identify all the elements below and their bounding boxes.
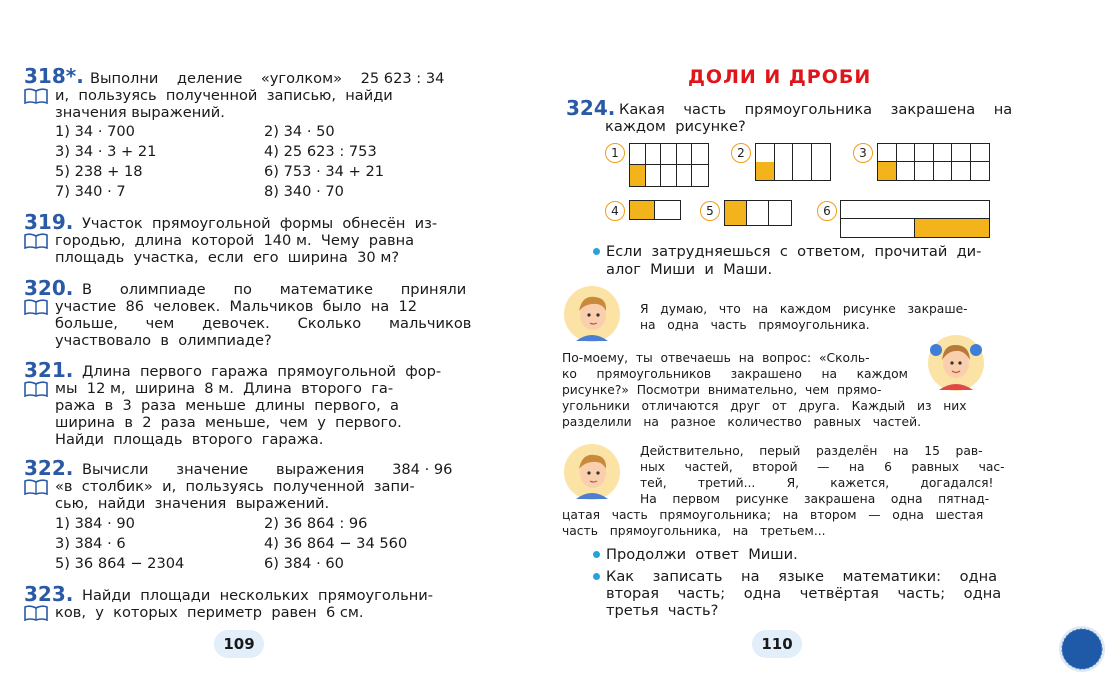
nav-circle-icon[interactable] (1058, 625, 1106, 673)
task-number-320: 320. (24, 276, 74, 300)
figure-label: 3 (853, 143, 873, 163)
hint-line: Если затрудняешься с ответом, прочитай ди- (606, 243, 982, 260)
cell (646, 144, 662, 165)
task-321-line: мы 12 м, ширина 8 м. Длина второго га- (55, 380, 394, 397)
figure-3 (877, 143, 990, 181)
dialog-misha-2: ных частей, второй — на 6 равных час- (640, 460, 1005, 474)
book-icon (24, 88, 48, 104)
book-icon (24, 233, 48, 249)
bullet-text: Как записать на языке математики: одна (606, 568, 998, 585)
shaded-cell (915, 219, 989, 237)
cell (841, 219, 915, 237)
bullet-text: третья часть? (606, 602, 719, 619)
task-318-item: 6) 753 · 34 + 21 (264, 163, 385, 180)
task-320-line: участие 86 человек. Мальчиков было на 12 (55, 298, 418, 315)
book-icon (24, 381, 48, 397)
task-318-item: 7) 340 · 7 (55, 183, 126, 200)
cell (661, 165, 677, 186)
task-322-line: «в столбик» и, пользуясь полученной запи- (55, 478, 415, 495)
cell (655, 201, 680, 219)
task-323-line: Найди площади нескольких прямоугольни- (82, 587, 433, 604)
shaded-cell (878, 162, 897, 180)
bullet (593, 248, 600, 255)
figure-label: 6 (817, 201, 837, 221)
hint-line: алог Миши и Маши. (606, 261, 773, 278)
figure-5 (724, 200, 792, 226)
cell (934, 162, 953, 180)
shaded-cell (630, 201, 655, 219)
cell (812, 144, 831, 180)
girl-avatar (926, 334, 986, 392)
task-322-item: 6) 384 · 60 (264, 555, 344, 572)
task-number-321: 321. (24, 358, 74, 382)
cell (630, 144, 646, 165)
task-319-line: Участок прямоугольной формы обнесён из- (82, 215, 438, 232)
task-322-line: Вычисли значение выражения 384 · 96 (82, 461, 453, 478)
cell (952, 162, 971, 180)
task-322-item: 3) 384 · 6 (55, 535, 126, 552)
task-318-item: 1) 34 · 700 (55, 123, 135, 140)
book-icon (24, 299, 48, 315)
figure-label: 5 (700, 201, 720, 221)
task-319-line: городью, длина которой 140 м. Чему равна (55, 232, 415, 249)
task-320-line: участвовало в олимпиаде? (55, 332, 272, 349)
dialog-masha: разделили на разное количество равных частей. (562, 415, 921, 429)
task-321-line: ража в 3 раза меньше длины первого, а (55, 397, 399, 414)
page-number: 109 (214, 630, 264, 658)
task-318-line: значения выражений. (55, 104, 225, 121)
dialog-masha: По-моему, ты отвечаешь на вопрос: «Сколь- (562, 351, 870, 365)
bullet (593, 573, 600, 580)
dialog-misha-2: тей, третий... Я, кажется, догадался! (640, 476, 994, 490)
task-322-item: 5) 36 864 − 2304 (55, 555, 185, 572)
cell (677, 144, 693, 165)
figure-2 (755, 143, 831, 181)
task-321-line: Длина первого гаража прямоугольной фор- (82, 363, 442, 380)
task-number-318: 318*. (24, 64, 84, 88)
cell (692, 144, 708, 165)
shaded-cell (630, 165, 646, 186)
dialog-misha-2: часть прямоугольника, на третьем... (562, 524, 826, 538)
task-318-line: Выполни деление «уголком» 25 623 : 34 (90, 70, 445, 87)
dialog-misha-1: Я думаю, что на каждом рисунке закраше- (640, 302, 968, 316)
cell (793, 144, 812, 180)
task-318-item: 5) 238 + 18 (55, 163, 143, 180)
task-322-item: 2) 36 864 : 96 (264, 515, 368, 532)
cell (952, 144, 971, 162)
dialog-masha: рисунке?» Посмотри внимательно, чем прямо- (562, 383, 882, 397)
figure-label: 4 (605, 201, 625, 221)
dialog-misha-2: На первом рисунке закрашена одна пятнад- (640, 492, 990, 506)
task-number-324: 324. (566, 96, 616, 120)
cell (878, 144, 897, 162)
bullet-text: Продолжи ответ Миши. (606, 546, 798, 563)
cell (661, 144, 677, 165)
task-318-item: 4) 25 623 : 753 (264, 143, 377, 160)
bullet (593, 551, 600, 558)
task-322-item: 1) 384 · 90 (55, 515, 135, 532)
cell (677, 165, 693, 186)
task-318-item: 3) 34 · 3 + 21 (55, 143, 157, 160)
task-318-line: и, пользуясь полученной записью, найди (55, 87, 393, 104)
task-321-line: Найди площадь второго гаража. (55, 431, 324, 448)
dialog-masha: ко прямоугольников закрашено на каждом (562, 367, 908, 381)
section-title: ДОЛИ И ДРОБИ (688, 66, 872, 88)
task-324-line: каждом рисунке? (605, 118, 746, 135)
cell (897, 144, 916, 162)
figure-6 (840, 200, 990, 238)
cell (971, 144, 990, 162)
task-number-319: 319. (24, 210, 74, 234)
dialog-misha-2: цатая часть прямоугольника; на втором — одна шестая (562, 508, 984, 522)
task-number-323: 323. (24, 582, 74, 606)
figure-1 (629, 143, 709, 187)
figure-4 (629, 200, 681, 220)
cell (747, 201, 769, 225)
cell (934, 144, 953, 162)
cell (897, 162, 916, 180)
task-318-item: 2) 34 · 50 (264, 123, 335, 140)
boy-avatar (562, 443, 622, 501)
book-icon (24, 479, 48, 495)
cell (692, 165, 708, 186)
task-324-line: Какая часть прямоугольника закрашена на (619, 101, 1013, 118)
task-319-line: площадь участка, если его ширина 30 м? (55, 249, 400, 266)
dialog-misha-1: на одна часть прямоугольника. (640, 318, 870, 332)
shaded-cell (725, 201, 747, 225)
task-321-line: ширина в 2 раза меньше, чем у первого. (55, 414, 402, 431)
page-number: 110 (752, 630, 802, 658)
dialog-masha: угольники отличаются друг от друга. Каждый из них (562, 399, 967, 413)
task-number-322: 322. (24, 456, 74, 480)
dialog-misha-2: Действительно, перый разделён на 15 рав- (640, 444, 983, 458)
cell (841, 201, 989, 219)
cell (646, 165, 662, 186)
task-320-line: В олимпиаде по математике приняли (82, 281, 467, 298)
figure-label: 1 (605, 143, 625, 163)
cell (756, 144, 775, 162)
cell (769, 201, 791, 225)
task-323-line: ков, у которых периметр равен 6 см. (55, 604, 364, 621)
figure-label: 2 (731, 143, 751, 163)
task-320-line: больше, чем девочек. Сколько мальчиков (55, 315, 472, 332)
shaded-cell (756, 162, 775, 180)
cell (915, 162, 934, 180)
boy-avatar (562, 285, 622, 343)
cell (775, 144, 794, 180)
cell (915, 144, 934, 162)
bullet-text: вторая часть; одна четвёртая часть; одна (606, 585, 1002, 602)
task-318-item: 8) 340 · 70 (264, 183, 344, 200)
task-322-line: сью, найди значения выражений. (55, 495, 330, 512)
task-322-item: 4) 36 864 − 34 560 (264, 535, 408, 552)
cell (971, 162, 990, 180)
book-icon (24, 605, 48, 621)
